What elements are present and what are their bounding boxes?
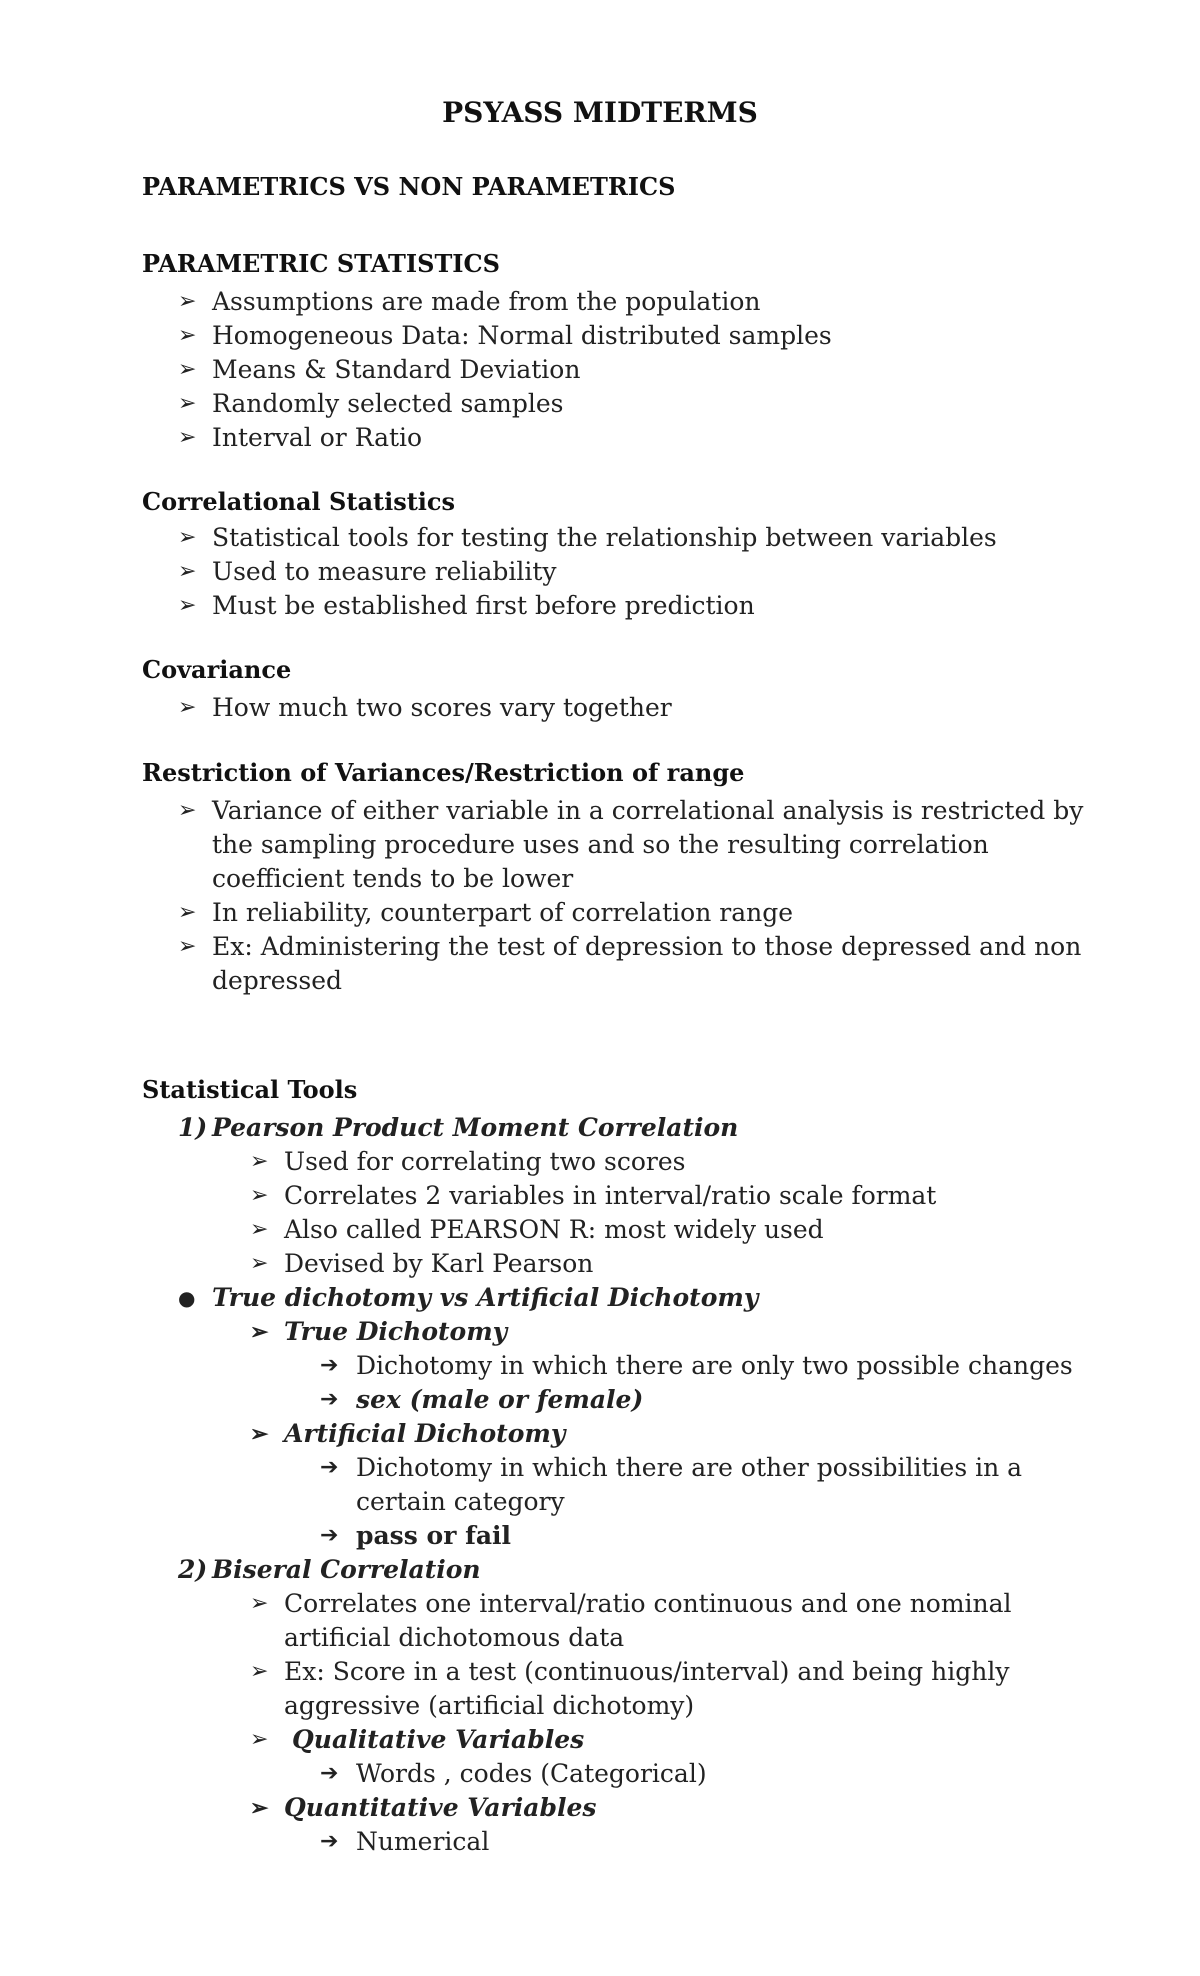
bullet-icon: ➢ [178, 525, 197, 550]
bullet-icon: ➢ [178, 391, 197, 416]
heading-restriction: Restriction of Variances/Restriction of range [142, 758, 745, 787]
arrow-icon: ➔ [320, 1761, 339, 1786]
bullet-icon: ➢ [250, 1659, 269, 1684]
list-item-continuation: aggressive (artificial dichotomy) [284, 1691, 695, 1720]
list-number: 1) [178, 1113, 208, 1142]
list-item-continuation: depressed [212, 966, 343, 995]
section-heading-parametrics: PARAMETRICS VS NON PARAMETRICS [142, 172, 676, 201]
list-item: Variance of either variable in a correlational analysis is restricted by [212, 796, 1084, 825]
list-item: In reliability, counterpart of correlation range [212, 898, 793, 927]
bullet-icon: ➢ [178, 289, 197, 314]
bullet-icon: ➢ [178, 425, 197, 450]
list-item: Numerical [356, 1827, 490, 1856]
list-item: Interval or Ratio [212, 423, 423, 452]
bullet-icon: ➢ [178, 900, 197, 925]
bullet-icon: ➢ [250, 1795, 269, 1821]
list-item-continuation: artificial dichotomous data [284, 1623, 625, 1652]
list-item: Randomly selected samples [212, 389, 564, 418]
bullet-icon: ➢ [250, 1421, 269, 1447]
list-item: Must be established first before prediction [212, 591, 755, 620]
list-item: Correlates one interval/ratio continuous and one nominal [284, 1589, 1012, 1618]
list-item: How much two scores vary together [212, 693, 672, 722]
heading-covariance: Covariance [142, 655, 292, 684]
list-item: Ex: Score in a test (continuous/interval) and being highly [284, 1657, 1010, 1686]
list-item-continuation: certain category [356, 1487, 565, 1516]
bullet-icon: ➢ [178, 323, 197, 348]
pearson-title: Pearson Product Moment Correlation [212, 1113, 739, 1142]
list-item: Assumptions are made from the population [212, 287, 761, 316]
arrow-icon: ➔ [320, 1455, 339, 1480]
list-item: Used for correlating two scores [284, 1147, 686, 1176]
list-item: Ex: Administering the test of depression to those depressed and non [212, 932, 1082, 961]
list-item: sex (male or female) [356, 1385, 644, 1414]
bullet-icon: ➢ [178, 357, 197, 382]
list-item: Dichotomy in which there are only two possible changes [356, 1351, 1073, 1380]
bullet-icon: ➢ [250, 1217, 269, 1242]
heading-correlational-statistics: Correlational Statistics [142, 487, 456, 516]
list-item: Words , codes (Categorical) [356, 1759, 707, 1788]
bullet-icon: ➢ [250, 1319, 269, 1345]
list-item: Means & Standard Deviation [212, 355, 581, 384]
heading-statistical-tools: Statistical Tools [142, 1075, 358, 1104]
list-item: Correlates 2 variables in interval/ratio scale format [284, 1181, 937, 1210]
dichotomy-title: True dichotomy vs Artificial Dichotomy [212, 1283, 759, 1312]
bullet-icon: ➢ [250, 1183, 269, 1208]
list-item: Homogeneous Data: Normal distributed samples [212, 321, 832, 350]
arrow-icon: ➔ [320, 1387, 339, 1412]
list-item: Statistical tools for testing the relationship between variables [212, 523, 997, 552]
biseral-title: Biseral Correlation [212, 1555, 481, 1584]
quantitative-title: Quantitative Variables [284, 1793, 597, 1822]
artificial-dichotomy-title: Artificial Dichotomy [284, 1419, 566, 1448]
arrow-icon: ➔ [320, 1353, 339, 1378]
arrow-icon: ➔ [320, 1523, 339, 1548]
bullet-icon: ➢ [250, 1251, 269, 1276]
list-item-continuation: the sampling procedure uses and so the resulting correlation [212, 830, 989, 859]
list-item: Also called PEARSON R: most widely used [284, 1215, 824, 1244]
dot-bullet-icon: ● [178, 1286, 196, 1310]
page-title: PSYASS MIDTERMS [442, 96, 758, 129]
arrow-icon: ➔ [320, 1829, 339, 1854]
bullet-icon: ➢ [178, 798, 197, 823]
qualitative-title: Qualitative Variables [292, 1725, 585, 1754]
bullet-icon: ➢ [250, 1727, 269, 1752]
bullet-icon: ➢ [178, 593, 197, 618]
bullet-icon: ➢ [178, 934, 197, 959]
list-item: Devised by Karl Pearson [284, 1249, 594, 1278]
bullet-icon: ➢ [250, 1591, 269, 1616]
list-number: 2) [178, 1555, 208, 1584]
heading-parametric-statistics: PARAMETRIC STATISTICS [142, 249, 500, 278]
bullet-icon: ➢ [178, 559, 197, 584]
bullet-icon: ➢ [250, 1149, 269, 1174]
true-dichotomy-title: True Dichotomy [284, 1317, 508, 1346]
list-item: pass or fail [356, 1521, 512, 1550]
list-item: Used to measure reliability [212, 557, 557, 586]
list-item: Dichotomy in which there are other possibilities in a [356, 1453, 1023, 1482]
bullet-icon: ➢ [178, 695, 197, 720]
list-item-continuation: coefficient tends to be lower [212, 864, 574, 893]
